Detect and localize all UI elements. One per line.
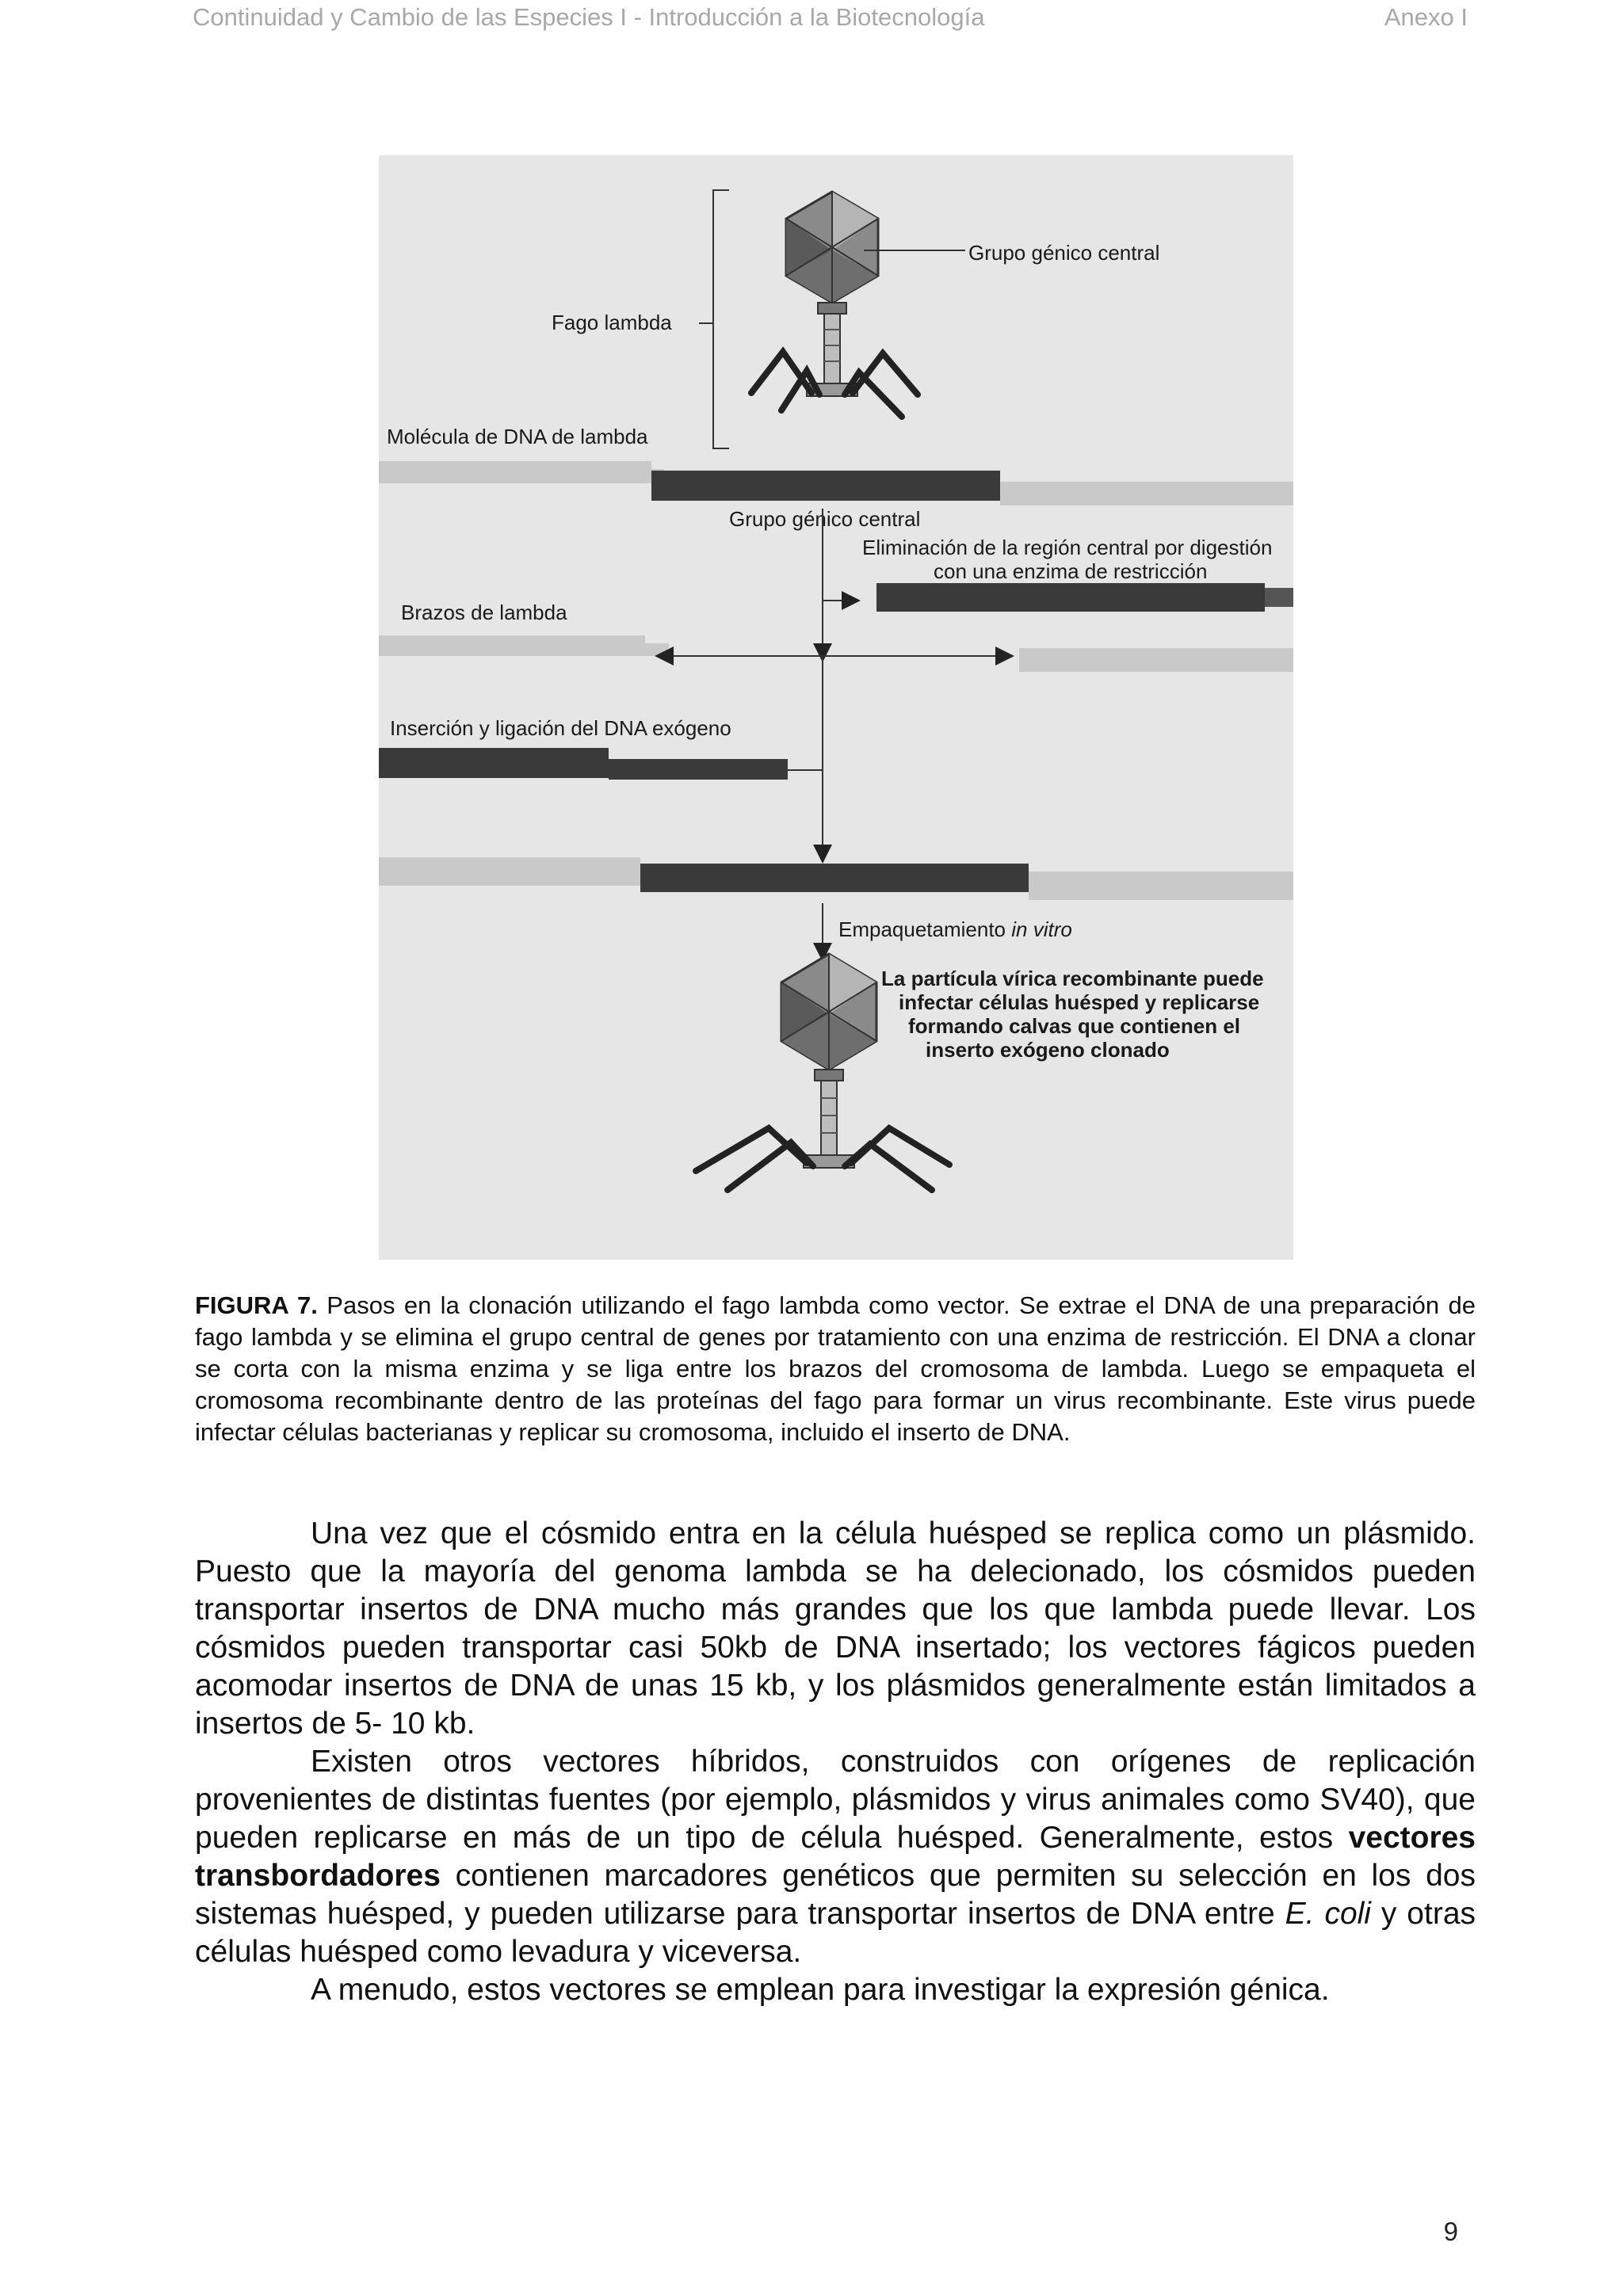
paragraph-2: Existen otros vectores híbridos, construidos con orígenes de replicación provenientes de distintas fuentes (por ejemplo, plásmidos y virus animales como SV40), que pueden replicarse en más de un tipo de célula huésped. Generalmente, estos vectores transbordadores contienen marcadores genéticos que permiten su selección en los dos sistemas huésped, y pueden utilizarse para transportar insertos de DNA entre E. coli y otras células huésped como levadura y viceversa. — [195, 1745, 1476, 1969]
page-number: 9 — [1443, 2217, 1458, 2246]
figure-lambda-cloning — [379, 155, 1293, 1260]
label-eliminacion-1: Eliminación de la región central por digestión — [862, 536, 1273, 559]
label-particula-1: La partícula vírica recombinante puede — [881, 967, 1264, 990]
label-particula-3: formando calvas que contienen el — [908, 1014, 1240, 1038]
dna-exogenous-insert — [379, 748, 788, 780]
caption-label: FIGURA 7. — [195, 1291, 318, 1319]
label-grupo-genico-central-top: Grupo génico central — [968, 241, 1160, 265]
document-header-title: Continuidad y Cambio de las Especies I - Introducción a la Biotecnología — [193, 3, 985, 31]
label-eliminacion-2: con una enzima de restricción — [934, 559, 1208, 583]
figure-caption — [195, 1290, 1476, 1448]
bold-term-vectores-transbordadores: vectores transbordadores — [195, 1821, 1476, 1893]
dna-recombinant — [379, 857, 1293, 900]
label-insercion: Inserción y ligación del DNA exógeno — [390, 716, 731, 740]
lambda-cloning-diagram — [379, 155, 1293, 1260]
label-brazos-lambda: Brazos de lambda — [401, 601, 567, 624]
italic-e-coli: E. coli — [1285, 1897, 1371, 1931]
label-particula-2: infectar células huésped y replicarse — [899, 990, 1260, 1014]
label-grupo-genico-central: Grupo génico central — [729, 507, 921, 531]
paragraph-1: Una vez que el cósmido entra en la célula huésped se replica como un plásmido. Puesto que la mayoría del genoma lambda se ha delecionado, los cósmidos pueden transportar insertos de DNA mucho más grandes que los que lambda puede llevar. Los cósmidos pueden transportar casi 50kb de DNA insertado; los vectores fágicos pueden acomodar insertos de DNA de unas 15 kb, y los plásmidos generalmente están limitados a insertos de 5- 10 kb. — [195, 1516, 1476, 1741]
label-empaquetamiento: Empaquetamiento in vitro — [838, 917, 1072, 941]
dna-full-molecule — [379, 461, 1293, 505]
paragraph-3: A menudo, estos vectores se emplean para investigar la expresión génica. — [311, 1973, 1330, 2007]
document-header-section: Anexo I — [1384, 3, 1468, 31]
dna-central-fragment — [876, 583, 1293, 612]
dna-lambda-arms — [379, 635, 1293, 672]
caption-text: Pasos en la clonación utilizando el fago lambda como vector. Se extrae el DNA de una preparación de fago lambda y se elimina el grupo central de genes por tratamiento con una enzima de restricción. El DNA a clonar se corta con la misma enzima y se liga entre los brazos del cromosoma de lambda. Luego se empaqueta el cromosoma recombinante dentro de las proteínas del fago para formar un virus recombinante. Este virus puede infectar células bacterianas y replicar su cromosoma, incluido el inserto de DNA. — [195, 1291, 1476, 1446]
label-fago-lambda: Fago lambda — [552, 311, 672, 334]
phage-top-icon — [751, 192, 918, 417]
body-text — [195, 1515, 1476, 2009]
label-particula-4: inserto exógeno clonado — [926, 1038, 1170, 1062]
label-molecula-dna: Molécula de DNA de lambda — [387, 425, 648, 448]
